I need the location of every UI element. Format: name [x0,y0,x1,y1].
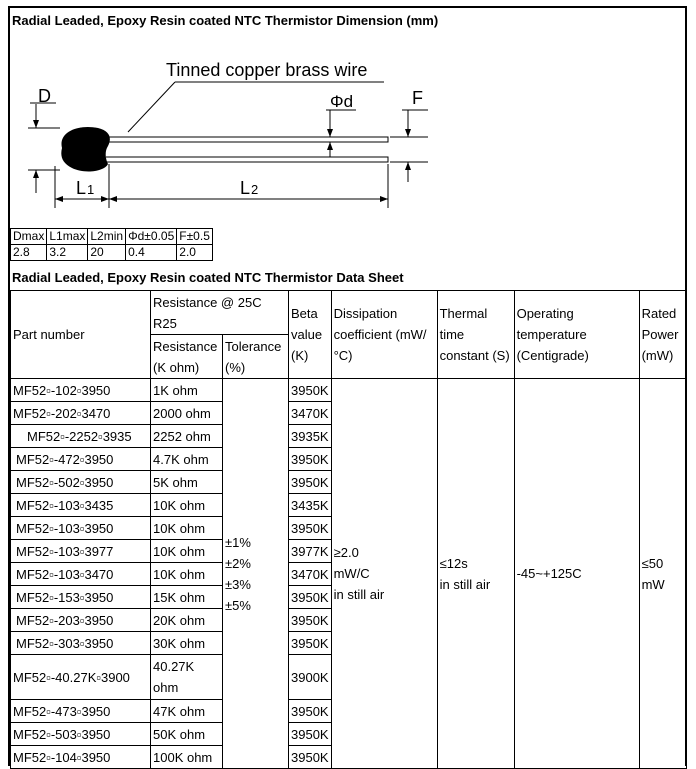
beta-cell: 3950K [289,723,332,746]
part-number-cell: MF52▫-103▫3977 [11,540,151,563]
resistance-cell: 47K ohm [151,700,223,723]
header-rated: Rated Power (mW) [639,291,686,379]
dimension-table [10,228,213,261]
beta-cell: 3977K [289,540,332,563]
dim-header-dmax: Dmax [11,229,47,245]
beta-cell: 3950K [289,632,332,655]
tolerance-value: ±1% [225,534,251,550]
dimension-value-row [11,245,213,261]
resistance-cell: 1K ohm [151,379,223,402]
header-dissipation: Dissipation coefficient (mW/ °C) [331,291,437,379]
resistance-cell: 5K ohm [151,471,223,494]
header-resistance-group: Resistance @ 25C R25 [151,291,289,335]
rated-cell [639,379,686,769]
header-beta: Beta value (K) [289,291,332,379]
part-number-cell: MF52▫-2252▫3935 [11,425,151,448]
part-number-cell: MF52▫-103▫3950 [11,517,151,540]
beta-cell: 3950K [289,448,332,471]
part-number-cell: MF52▫-473▫3950 [11,700,151,723]
thermal-cell [437,379,514,769]
resistance-cell: 10K ohm [151,540,223,563]
dim-value-f: 2.0 [177,245,213,261]
beta-cell: 3950K [289,746,332,769]
rated-cell-line: ≤50 [641,555,664,571]
resistance-cell: 100K ohm [151,746,223,769]
thermal-cell-line: in still air [439,576,491,592]
header-part-number: Part number [11,291,151,379]
thermal-cell-line: ≤12s [439,555,468,571]
part-number-cell: MF52▫-503▫3950 [11,723,151,746]
wire-label: Tinned copper brass wire [166,60,368,80]
dim-header-l2min: L2min [88,229,126,245]
part-number-cell: MF52▫-104▫3950 [11,746,151,769]
datasheet-table [10,290,687,769]
dimension-diagram [0,0,696,228]
beta-cell: 3950K [289,609,332,632]
header-operating: Operating temperature (Centigrade) [514,291,639,379]
part-number-cell: MF52▫-103▫3435 [11,494,151,517]
dim-value-phid: 0.4 [126,245,177,261]
resistance-cell: 2000 ohm [151,402,223,425]
dimension-header-row [11,229,213,245]
header-thermal: Thermal time constant (S) [437,291,514,379]
resistance-cell: 20K ohm [151,609,223,632]
rated-cell-line: mW [641,576,665,592]
operating-cell: -45~+125C [514,379,639,769]
dim-value-l1max: 3.2 [47,245,88,261]
resistance-cell: 10K ohm [151,517,223,540]
beta-cell: 3950K [289,586,332,609]
resistance-cell: 2252 ohm [151,425,223,448]
beta-cell: 3950K [289,379,332,402]
beta-cell: 3470K [289,402,332,425]
beta-cell: 3950K [289,517,332,540]
table-row [11,379,687,402]
dim-header-l1max: L1max [47,229,88,245]
part-number-cell: MF52▫-103▫3470 [11,563,151,586]
beta-cell: 3950K [289,471,332,494]
resistance-cell: 10K ohm [151,494,223,517]
f-label: F [412,88,423,108]
dim-header-phid: Φd±0.05 [126,229,177,245]
part-number-cell: MF52▫-303▫3950 [11,632,151,655]
part-number-cell: MF52▫-203▫3950 [11,609,151,632]
l1-label: L1 [76,178,95,198]
part-number-cell: MF52▫-502▫3950 [11,471,151,494]
resistance-cell: 30K ohm [151,632,223,655]
dissipation-cell-line: ≥2.0 [333,545,359,560]
dim-value-dmax: 2.8 [11,245,47,261]
beta-cell: 3470K [289,563,332,586]
part-number-cell: MF52▫-153▫3950 [11,586,151,609]
resistance-cell: 50K ohm [151,723,223,746]
d-label: D [38,86,51,106]
tolerance-value: ±3% [225,576,251,592]
resistance-cell: 15K ohm [151,586,223,609]
dissipation-cell-line: mW/C [333,566,370,581]
tolerance-cell [223,379,289,769]
part-number-cell: MF52▫-202▫3470 [11,402,151,425]
resistance-cell: 10K ohm [151,563,223,586]
part-number-cell: MF52▫-472▫3950 [11,448,151,471]
dim-value-l2min: 20 [88,245,126,261]
dim-header-f: F±0.5 [177,229,213,245]
dissipation-cell-line: in still air [333,587,385,602]
tolerance-value: ±2% [225,555,251,571]
header-resistance: Resistance (K ohm) [151,335,223,379]
dissipation-cell [331,379,437,769]
resistance-cell: 4.7K ohm [151,448,223,471]
beta-cell: 3950K [289,700,332,723]
header-row-1 [11,291,687,335]
beta-cell: 3435K [289,494,332,517]
datasheet-title: Radial Leaded, Epoxy Resin coated NTC Thermistor Data Sheet [12,270,404,285]
beta-cell: 3900K [289,655,332,700]
tolerance-value: ±5% [225,597,251,613]
part-number-cell: MF52▫-102▫3950 [11,379,151,402]
l2-label: L2 [240,178,259,198]
beta-cell: 3935K [289,425,332,448]
header-tolerance: Tolerance (%) [223,335,289,379]
resistance-cell: 40.27K ohm [151,655,223,700]
part-number-cell: MF52▫-40.27K▫3900 [11,655,151,700]
phi-d-label: Φd [330,92,354,111]
dimension-title: Radial Leaded, Epoxy Resin coated NTC Thermistor Dimension (mm) [12,13,439,28]
